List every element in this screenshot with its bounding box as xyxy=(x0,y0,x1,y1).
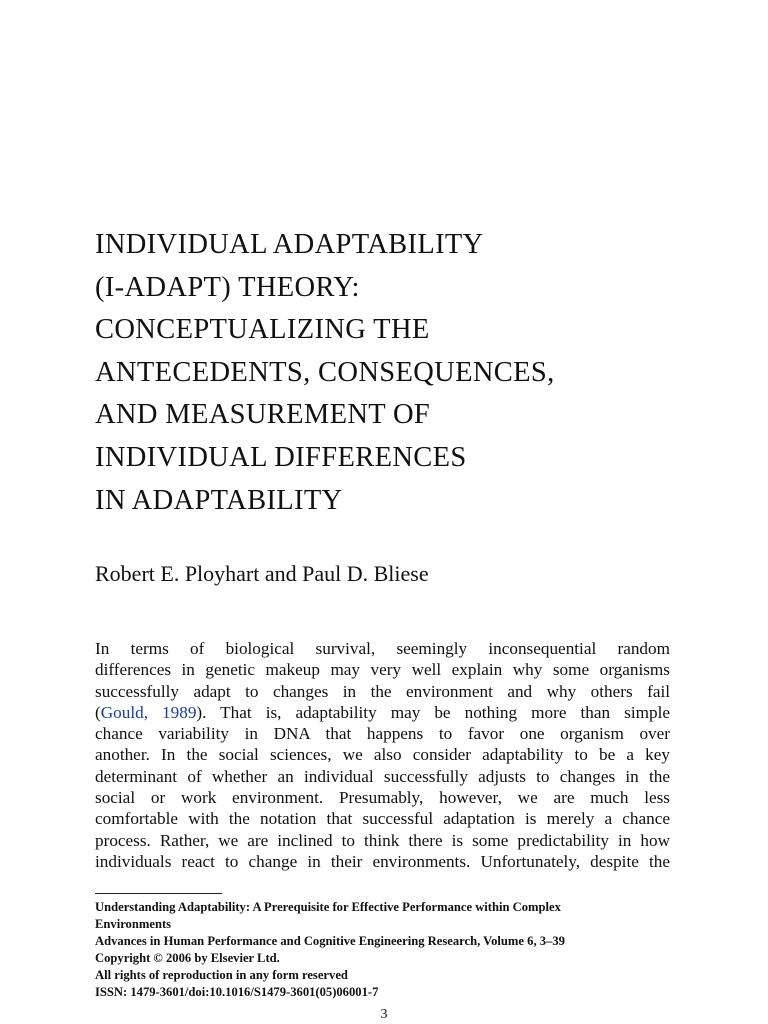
source-footnote xyxy=(95,899,655,1002)
chapter-authors: Robert E. Ployhart and Paul D. Bliese xyxy=(95,561,429,586)
body-paragraph xyxy=(95,638,670,872)
chapter-title-line: INDIVIDUAL DIFFERENCES xyxy=(95,441,467,473)
page-number: 3 xyxy=(380,1007,388,1022)
body-line-with-citation xyxy=(95,702,670,723)
body-line: differences in genetic makeup may very well explain why some organisms xyxy=(95,660,670,680)
footnote-divider xyxy=(95,893,222,894)
chapter-title xyxy=(95,224,695,522)
body-line: chance variability in DNA that happens to favor one organism over xyxy=(95,724,670,744)
chapter-title-line: INDIVIDUAL ADAPTABILITY xyxy=(95,229,484,260)
body-line: In terms of biological survival, seemingly inconsequential random xyxy=(95,639,670,658)
body-line: successfully adapt to changes in the environment and why others fail xyxy=(95,681,670,701)
chapter-title-line: (I-ADAPT) THEORY: xyxy=(95,271,360,303)
body-line: comfortable with the notation that successful adaptation is merely a chance xyxy=(95,809,670,829)
footnote-book-title: Understanding Adaptability: A Prerequisite for Effective Performance within Complex xyxy=(95,900,561,914)
citation-open-paren: ( xyxy=(95,702,101,722)
body-line: another. In the social sciences, we also consider adaptability to be a key xyxy=(95,745,670,765)
chapter-title-line: ANTECEDENTS, CONSEQUENCES, xyxy=(95,356,555,388)
body-line: process. Rather, we are inclined to think there is some predictability in how xyxy=(95,830,670,850)
body-line: determinant of whether an individual successfully adjusts to changes in the xyxy=(95,766,670,786)
footnote-book-title-continued: Environments xyxy=(95,917,172,932)
body-line-rest: ). That is, adaptability may be nothing more than simple xyxy=(196,702,670,722)
body-line: individuals react to change in their environments. Unfortunately, despite the xyxy=(95,851,670,871)
footnote-rights: All rights of reproduction in any form reserved xyxy=(95,968,348,983)
body-line: social or work environment. Presumably, however, we are much less xyxy=(95,788,670,808)
footnote-copyright: Copyright © 2006 by Elsevier Ltd. xyxy=(95,951,280,966)
citation-link-gould-1989[interactable]: Gould, 1989 xyxy=(100,702,197,722)
chapter-title-line: CONCEPTUALIZING THE xyxy=(95,314,430,346)
footnote-issn: ISSN: 1479-3601/doi:10.1016/S1479-3601(05)06001-7 xyxy=(95,985,379,1000)
footnote-series: Advances in Human Performance and Cognitive Engineering Research, Volume 6, 3–39 xyxy=(95,934,565,949)
chapter-title-line: AND MEASUREMENT OF xyxy=(95,399,431,431)
chapter-title-line: IN ADAPTABILITY xyxy=(95,484,343,516)
